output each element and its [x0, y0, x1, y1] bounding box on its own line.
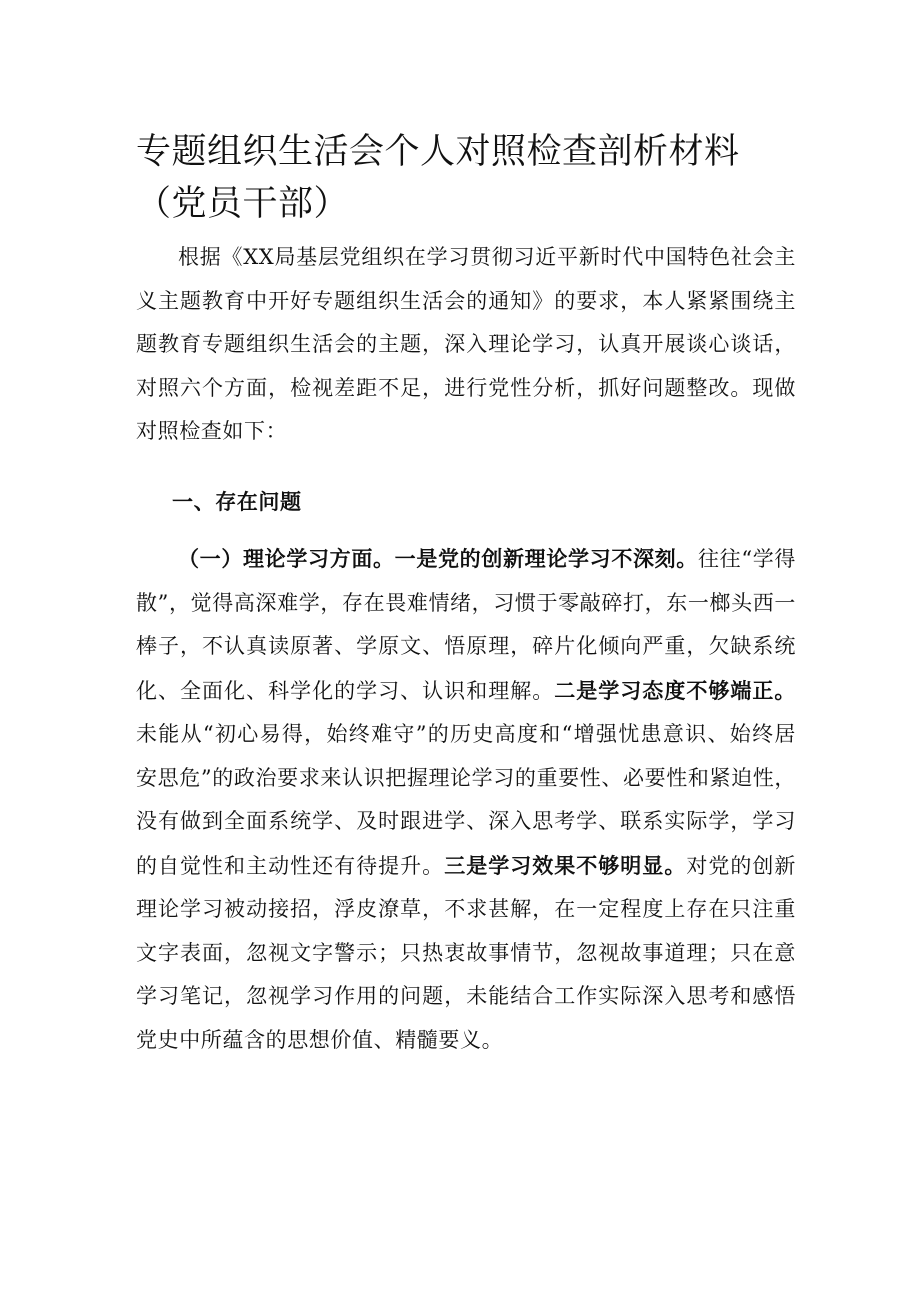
section-heading-existing-problems: 一、存在问题	[172, 488, 302, 514]
theory-study-point-2-heading: 二是学习态度不够端正。	[554, 677, 796, 703]
theory-study-point-1-text: 往往“学得散”，觉得高深难学，存在畏难情绪，习惯于零敲碎打，东一榔头西一棒子，不认真读原著、学原文、悟原理，碎片化倾向严重，欠缺系统化、全面化、科学化的学习、认识和理解。	[136, 547, 796, 703]
theory-study-point-2-text: 未能从“初心易得，始终难守”的历史高度和“增强忧患意识、始终居安思危”的政治要求来认识把握理论学习的重要性、必要性和紧迫性，没有做到全面系统学、及时跟进学、深入思考学、联系实际学，学习的自觉性和主动性还有待提升。	[136, 722, 796, 878]
document-page	[136, 126, 796, 1062]
document-title: 专题组织生活会个人对照检查剖析材料（党员干部）	[136, 132, 740, 224]
theory-study-point-3-text: 对党的创新理论学习被动接招，浮皮潦草，不求甚解，在一定程度上存在只注重文字表面，忽视文字警示；只热衷故事情节，忽视故事道理；只在意学习笔记，忽视学习作用的问题，未能结合工作实际深入思考和感悟党史中所蕴含的思想价值、精髓要义。	[136, 853, 796, 1052]
theory-study-paragraph	[136, 537, 796, 1062]
theory-study-point-1-heading: （一）理论学习方面。一是党的创新理论学习不深刻。	[178, 546, 698, 571]
intro-paragraph: 根据《XX局基层党组织在学习贯彻习近平新时代中国特色社会主义主题教育中开好专题组织生活会的通知》的要求，本人紧紧围绕主题教育专题组织生活会的主题，深入理论学习，认真开展谈心谈话，对照六个方面，检视差距不足，进行党性分析，抓好问题整改。现做对照检查如下：	[136, 245, 796, 443]
theory-study-point-3-heading: 三是学习效果不够明显。	[444, 852, 687, 878]
